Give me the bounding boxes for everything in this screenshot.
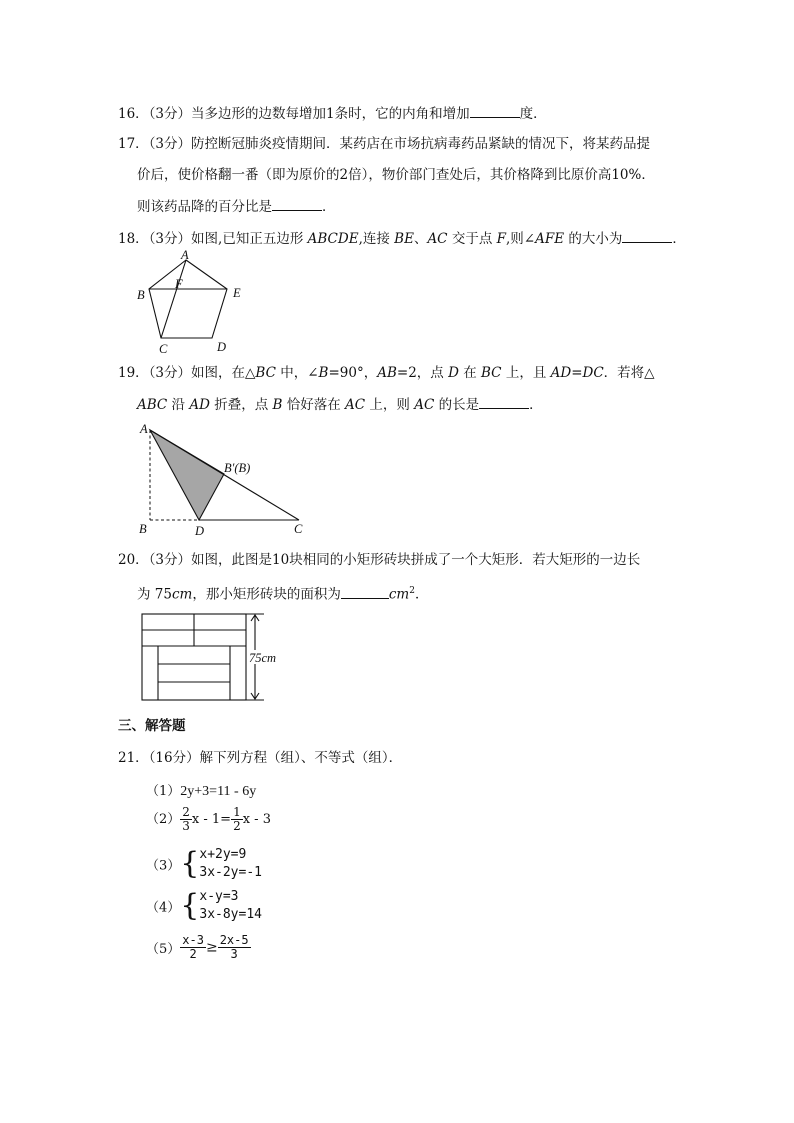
q19-text: 在 <box>458 365 482 381</box>
fraction <box>180 934 206 961</box>
q18-tail: ． <box>672 231 686 247</box>
q19-answer-blank[interactable] <box>479 394 529 409</box>
question-17-line3 <box>137 196 336 217</box>
label-b: B <box>139 522 147 536</box>
question-18 <box>118 228 686 249</box>
question-19-line2 <box>137 394 543 415</box>
q18-seg-be: BE <box>394 231 414 247</box>
q20-text: 为 75 <box>137 586 172 603</box>
q20-unit: cm <box>171 586 193 603</box>
label-c: C <box>294 522 303 536</box>
equation-system <box>199 846 262 882</box>
q18-pentagon: ABCDE <box>307 231 359 247</box>
equation-2: 3x-8y=14 <box>199 907 262 922</box>
q18-angle: AFE <box>535 231 565 247</box>
q19-text: 上，且 <box>501 365 551 381</box>
q16-number: 16． <box>118 106 149 122</box>
q19-var: AC <box>345 397 366 413</box>
q17-score: （3分） <box>148 136 192 152</box>
question-20-line2 <box>137 581 428 605</box>
numerator: 2 <box>182 805 190 819</box>
dimension-label: 75cm <box>249 651 277 665</box>
q19-text: =90°， <box>328 365 378 381</box>
q20-answer-blank[interactable] <box>341 584 389 599</box>
q19-score: （3分） <box>148 365 192 381</box>
q20-text: ，那小矩形砖块的面积为 <box>192 586 341 603</box>
q19-text: 中，∠ <box>275 365 319 381</box>
segment-ac <box>161 260 186 338</box>
q19-text: ．若将△ <box>603 365 655 381</box>
fraction <box>231 806 243 833</box>
question-20-line1 <box>118 550 640 570</box>
q19-var: BC <box>255 365 276 381</box>
equation-1: x+2y=9 <box>199 847 247 862</box>
q21-part-2 <box>146 806 271 833</box>
part-label: （4） <box>146 900 181 916</box>
numerator: 1 <box>233 805 241 819</box>
q21-text: 解下列方程（组）、不等式（组）． <box>199 750 403 766</box>
denominator: 3 <box>182 819 190 833</box>
q19-tail: ． <box>529 397 543 413</box>
equation: 2y+3=11 - 6y <box>180 784 257 799</box>
q21-part-3 <box>146 846 262 882</box>
label-f: F <box>175 277 183 291</box>
section-heading: 三、解答题 <box>118 718 186 734</box>
part-label: （3） <box>146 858 181 874</box>
q17-number: 17． <box>118 136 149 152</box>
q21-number: 21． <box>118 750 149 766</box>
q16-tail: 度． <box>519 106 547 122</box>
numerator: x-3 <box>182 933 204 947</box>
pentagon-figure <box>132 250 262 358</box>
folded-triangle <box>150 430 224 520</box>
q19-var: AC <box>414 397 435 413</box>
q19-var: D <box>448 365 459 381</box>
q17-text-line2: 价后，使价格翻一番（即为原价的2倍），物价部门查处后，其价格降到比原价高10%． <box>137 167 655 183</box>
label-b-prime: B′(B) <box>224 461 251 475</box>
part-label: （5） <box>146 942 181 957</box>
q20-number: 20． <box>118 552 149 568</box>
q21-score: （16分） <box>148 750 200 766</box>
label-d: D <box>217 340 227 354</box>
label-e: E <box>233 286 241 300</box>
question-16 <box>118 103 547 124</box>
question-21 <box>118 748 402 768</box>
part-label: （1） <box>146 784 181 799</box>
triangle-fold-figure <box>132 418 312 540</box>
numerator: 2x-5 <box>219 933 249 947</box>
q17-text-line3: 则该药品降的百分比是 <box>137 199 272 215</box>
q18-sep: 、 <box>413 231 428 247</box>
q19-var: ABC <box>137 397 168 413</box>
q19-var: B <box>318 365 329 381</box>
denominator: 2 <box>233 819 241 833</box>
q18-number: 18． <box>118 231 149 247</box>
q18-text: 如图,已知正五边形 <box>191 231 308 247</box>
q18-text: 的大小为 <box>564 231 623 247</box>
system-brace: { <box>180 888 200 923</box>
q17-answer-blank[interactable] <box>272 196 322 211</box>
equation-part: x - 1= <box>191 812 232 827</box>
q20-tail: ． <box>414 586 429 603</box>
q20-unit: cm <box>388 586 410 603</box>
q18-point-f: F <box>496 231 506 247</box>
q19-text: 折叠，点 <box>209 397 273 413</box>
q19-var: BC <box>481 365 502 381</box>
question-19-line1 <box>118 363 655 383</box>
label-d: D <box>195 524 205 538</box>
part-label: （2） <box>146 812 181 827</box>
q19-text: = <box>571 365 583 381</box>
q19-text: 沿 <box>167 397 190 413</box>
equation-2: 3x-2y=-1 <box>199 865 262 880</box>
q19-text: 如图，在△ <box>191 365 256 381</box>
q19-var: AD <box>189 397 210 413</box>
q19-text: 上，则 <box>365 397 415 413</box>
label-a: A <box>140 422 148 436</box>
q17-text-line1: 防控断冠肺炎疫情期间．某药店在市场抗病毒药品紧缺的情况下，将某药品提 <box>191 136 651 152</box>
system-brace: { <box>180 846 200 881</box>
q19-text: =2，点 <box>396 365 449 381</box>
q19-var: DC <box>582 365 604 381</box>
q18-text: 交于点 <box>447 231 497 247</box>
q18-text: ,则∠ <box>506 231 536 247</box>
equation-part: x - 3 <box>242 812 271 827</box>
q16-score: （3分） <box>148 106 192 122</box>
q20-score: （3分） <box>148 552 192 568</box>
q18-seg-ac: AC <box>427 231 448 247</box>
inequality-sign: ≥ <box>205 939 218 956</box>
label-c: C <box>159 342 168 356</box>
q20-text: 如图，此图是10块相同的小矩形砖块拼成了一个大矩形．若大矩形的一边长 <box>191 552 641 568</box>
q21-part-4 <box>146 888 262 924</box>
q21-part-5 <box>146 934 251 961</box>
q16-answer-blank[interactable] <box>470 103 520 118</box>
question-17-line1 <box>118 134 650 154</box>
q19-var: AD <box>550 365 572 381</box>
q19-number: 19． <box>118 365 149 381</box>
label-a: A <box>181 250 189 262</box>
q19-text: 的长是 <box>434 397 480 413</box>
brick-rectangle-figure <box>138 608 288 708</box>
segment-ac <box>150 430 299 520</box>
q17-tail: ． <box>322 199 336 215</box>
q18-answer-blank[interactable] <box>622 228 672 243</box>
q20-superscript: 2 <box>409 586 415 596</box>
fraction <box>180 806 192 833</box>
q21-part-1 <box>146 780 256 800</box>
equation-1: x-y=3 <box>199 889 239 904</box>
pentagon-shape <box>149 260 227 338</box>
q19-text: 恰好落在 <box>282 397 346 413</box>
denominator: 2 <box>189 947 197 961</box>
q19-var: AB <box>377 365 397 381</box>
denominator: 3 <box>230 947 238 961</box>
q18-text: ,连接 <box>358 231 395 247</box>
q18-score: （3分） <box>148 231 192 247</box>
q16-text: 当多边形的边数每增加1条时，它的内角和增加 <box>191 106 470 122</box>
fraction <box>218 934 251 961</box>
label-b: B <box>137 288 145 302</box>
question-17-line2 <box>137 165 655 185</box>
q19-var: B <box>272 397 283 413</box>
equation-system <box>199 888 262 924</box>
